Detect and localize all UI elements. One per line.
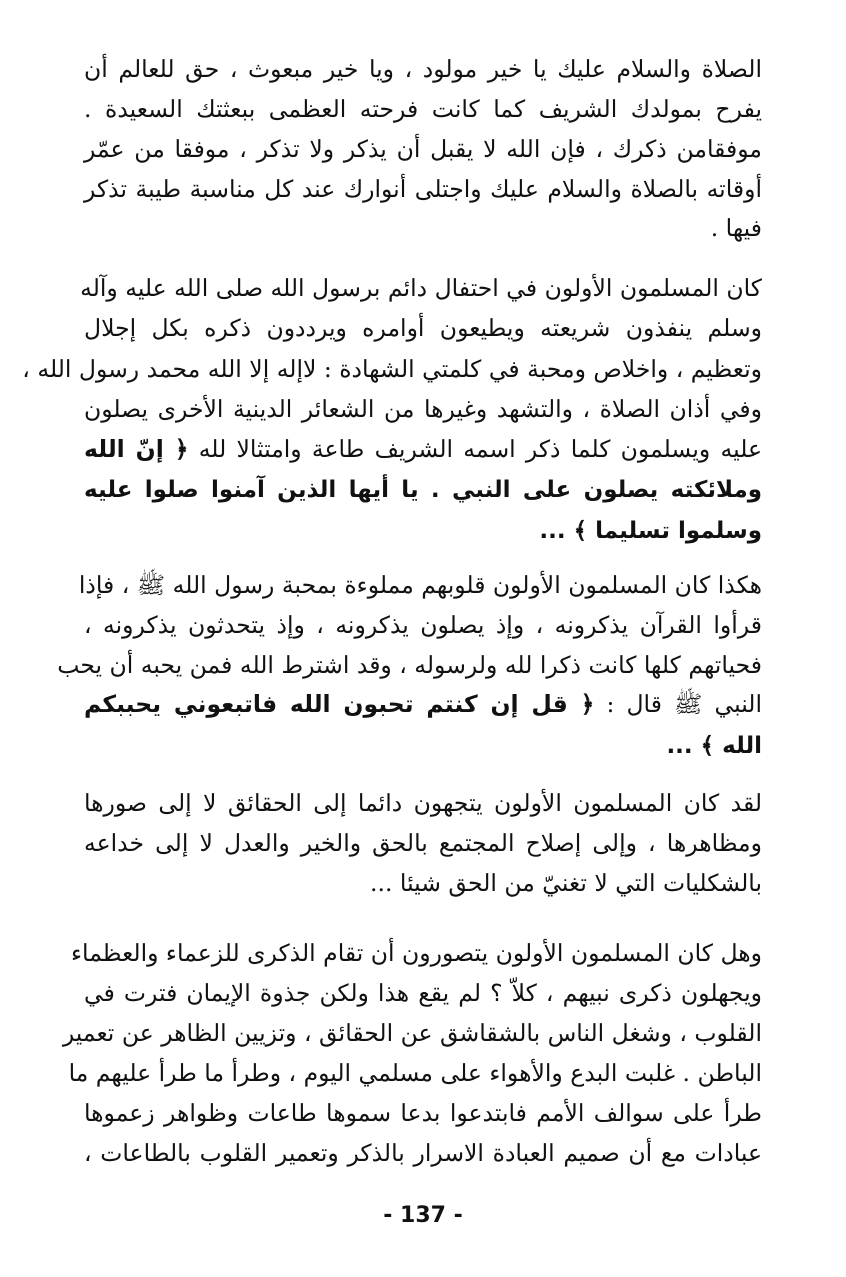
text-line: فيها . xyxy=(710,214,762,242)
text-line: فحياتهم كلها كانت ذكرا لله ولرسوله ، وقد اشترط الله فمن يحبه أن يحب xyxy=(57,651,762,679)
page-number: - 137 - xyxy=(383,1203,463,1228)
text-line: وهل كان المسلمون الأولون يتصورون أن تقام الذكرى للزعماء والعظماء xyxy=(71,939,762,967)
text-line: بالشكليات التي لا تغنيّ من الحق شيئا ... xyxy=(370,869,762,897)
text-line: عبادات مع أن صميم العبادة الاسرار بالذكر وتعمير القلوب بالطاعات ، xyxy=(84,1139,762,1167)
text-line: أوقاته بالصلاة والسلام عليك واجتلى أنوارك عند كل مناسبة طيبة تذكر xyxy=(84,175,762,203)
quran-verse-line: وسلموا تسليما ﴾ ... xyxy=(539,518,762,544)
text-line: موفقامن ذكرك ، فإن الله لا يقبل أن يذكر ولا تذكر ، موفقا من عمّر xyxy=(84,135,762,163)
text-line: قرأوا القرآن يذكرونه ، وإذ يصلون يذكرونه ، وإذ يتحدثون يذكرونه ، xyxy=(84,611,762,639)
text-line: لقد كان المسلمون الأولون يتجهون دائما إلى الحقائق لا إلى صورها xyxy=(84,789,762,817)
text-line: يفرح بمولدك الشريف كما كانت فرحته العظمى ببعثتك السعيدة . xyxy=(84,95,762,123)
quran-verse-text: ﴿ قل إن كنتم تحبون الله فاتبعوني يحببكم xyxy=(84,690,595,718)
text-line: هكذا كان المسلمون الأولون قلوبهم مملوءة بمحبة رسول الله ﷺ ، فإذا xyxy=(78,571,762,599)
text-line: وسلم ينفذون شريعته ويطيعون أوامره ويرددون ذكره بكل إجلال xyxy=(84,314,762,342)
text-line: طرأ على سوالف الأمم فابتدعوا بدعا سموها طاعات وظواهر زعموها xyxy=(84,1099,762,1127)
plain-text: النبي ﷺ قال : xyxy=(606,690,762,718)
text-line: وتعظيم ، واخلاص ومحبة في كلمتي الشهادة : لاإله إلا الله محمد رسول الله ، xyxy=(22,355,762,383)
plain-text: عليه ويسلمون كلما ذكر اسمه الشريف طاعة وامتثالا لله xyxy=(198,435,762,463)
text-line: ويجهلون ذكرى نبيهم ، كلاّ ؟ لم يقع هذا ولكن جذوة الإيمان فترت في xyxy=(84,979,762,1007)
text-line xyxy=(84,689,762,719)
quran-verse-line: الله ﴾ ... xyxy=(666,733,762,759)
text-line: ومظاهرها ، وإلى إصلاح المجتمع بالحق والخير والعدل لا إلى خداعه xyxy=(84,829,762,857)
text-line: وفي أذان الصلاة ، والتشهد وغيرها من الشعائر الدينية الأخرى يصلون xyxy=(84,395,762,423)
text-line: كان المسلمون الأولون في احتفال دائم برسول الله صلى الله عليه وآله xyxy=(80,274,762,302)
text-line: الصلاة والسلام عليك يا خير مولود ، ويا خير مبعوث ، حق للعالم أن xyxy=(84,55,762,83)
text-line: القلوب ، وشغل الناس بالشقاشق عن الحقائق ، وتزيين الظاهر عن تعمير xyxy=(62,1019,762,1047)
text-line xyxy=(84,434,762,464)
quran-verse-line: وملائكته يصلون على النبي . يا أيها الذين آمنوا صلوا عليه xyxy=(84,477,762,503)
text-line: الباطن . غلبت البدع والأهواء على مسلمي اليوم ، وطرأ ما طرأ عليهم ما xyxy=(68,1059,762,1087)
quran-verse-text: ﴿ إنّ الله xyxy=(84,435,189,463)
